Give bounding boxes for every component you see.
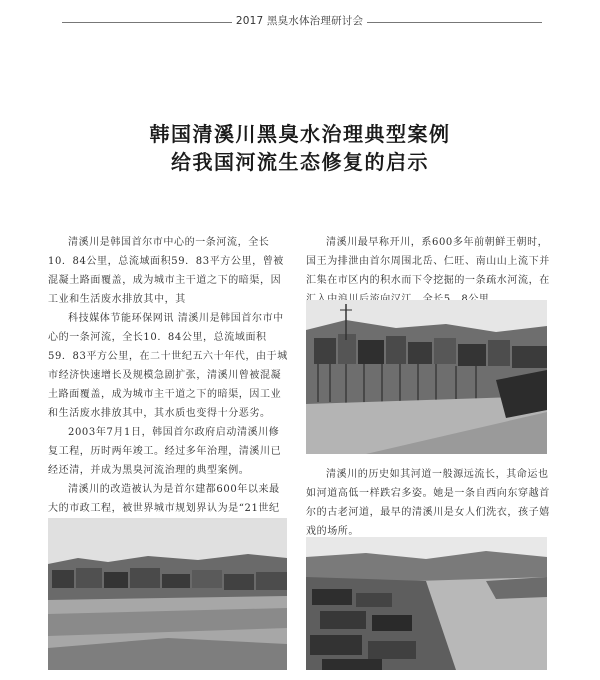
photo-river-with-rooftops bbox=[306, 537, 547, 670]
left-paragraph-1: 清溪川是韩国首尔市中心的一条河流，全长10．84公里，总流域面积59．83平方公里，曾被混凝土路面覆盖，成为城市主干道之下的暗渠，因工业和生活废水排放其中，其 bbox=[48, 237, 284, 305]
header-rule-left bbox=[62, 22, 232, 23]
left-column bbox=[48, 233, 288, 537]
page-header bbox=[0, 0, 600, 40]
photo-riverside-slums bbox=[48, 518, 287, 670]
left-paragraph-3: 2003年7月1日，韩国首尔政府启动清溪川修复工程，历时两年竣工。经过多年治理，清溪川已经还清，并成为黑臭河流治理的典型案例。 bbox=[48, 427, 282, 476]
left-paragraph-4: 清溪川的改造被认为是首尔建都600年以来最大的市政工程，被世界城市规划界认为是“21世纪 bbox=[48, 484, 280, 514]
right-column-top bbox=[306, 233, 554, 309]
right-paragraph-2: 清溪川的历史如其河道一般源远流长，其命运也如河道高低一样跌宕多姿。她是一条自西向东穿越首尔的古老河道，最早的清溪川是女人们洗衣，孩子嬉戏的场所。 bbox=[306, 469, 550, 537]
right-column-middle bbox=[306, 465, 554, 541]
header-text: 2017 黑臭水体治理研讨会 bbox=[235, 15, 364, 27]
right-paragraph-1: 清溪川最早称开川，系600多年前朝鲜王朝时，国王为排泄由首尔周围北岳、仁旺、南山山上流下并汇集在市区内的积水而下令挖掘的一条疏水河流，在 bbox=[306, 237, 550, 286]
article-title-line-2: 给我国河流生态修复的启示 bbox=[171, 150, 429, 174]
header-rule-right bbox=[367, 22, 542, 23]
article-title-line-1: 韩国清溪川黑臭水治理典型案例 bbox=[149, 122, 451, 146]
left-paragraph-2: 科技媒体节能环保网讯 清溪川是韩国首尔市中心的一条河流，全长10．84公里，总流域面积59．83平方公里，在二十世纪五六十年代，由于城市经济快速增长及规模急剧扩张，清溪川曾被混凝土路面覆盖，成为城市主干道之下的暗渠，因工业和生活废水排放其中，其水质也变得十分恶劣。 bbox=[48, 313, 288, 419]
photo-shanty-houses-over-river bbox=[306, 300, 547, 454]
